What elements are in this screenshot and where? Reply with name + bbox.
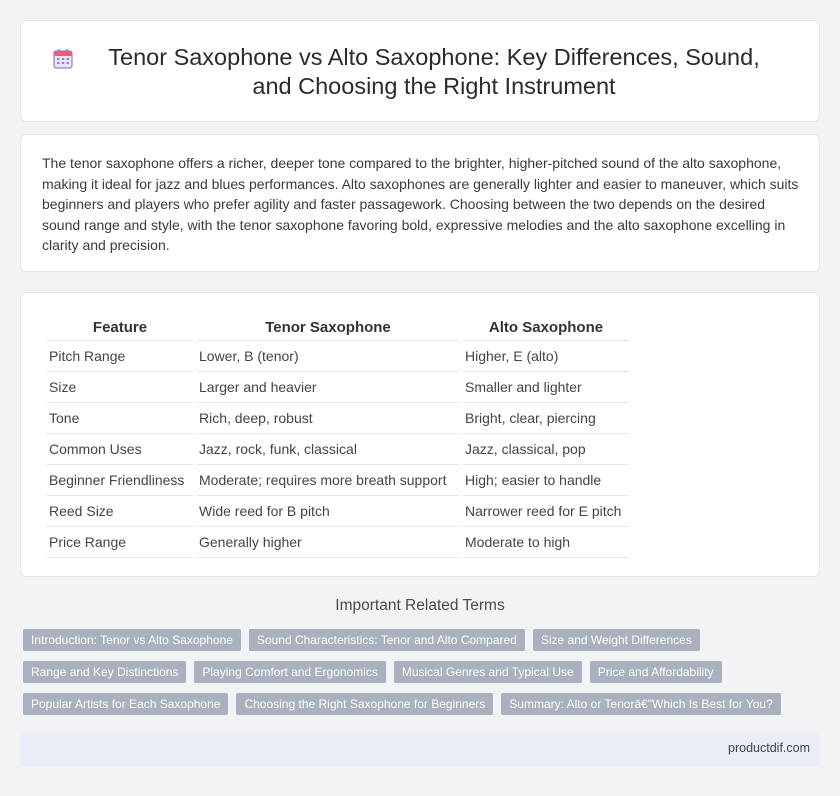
intro-card <box>20 134 820 272</box>
table-cell: Moderate; requires more breath support <box>197 465 459 496</box>
table-row <box>47 496 629 527</box>
table-cell: Beginner Friendliness <box>47 465 193 496</box>
table-cell: Generally higher <box>197 527 459 558</box>
table-cell: Wide reed for B pitch <box>197 496 459 527</box>
related-term-link[interactable]: Size and Weight Differences <box>533 629 700 651</box>
table-cell: Smaller and lighter <box>463 372 629 403</box>
table-cell: Narrower reed for E pitch <box>463 496 629 527</box>
column-header: Feature <box>47 313 193 341</box>
related-term-link[interactable]: Choosing the Right Saxophone for Beginners <box>236 693 493 715</box>
related-term-link[interactable]: Popular Artists for Each Saxophone <box>23 693 228 715</box>
table-row <box>47 465 629 496</box>
table-cell: Price Range <box>47 527 193 558</box>
table-cell: Size <box>47 372 193 403</box>
intro-text: The tenor saxophone offers a richer, deeper tone compared to the brighter, higher-pitched sound of the alto saxophone, making it ideal for jazz and blues performances. Alto saxophones are generally lighter and easier to maneuver, which suits beginners and players who prefer agility and faster passagework. Choosing between the two depends on the desired sound range and style, with the tenor saxophone favoring bold, expressive melodies and the alto saxophone excelling in clarity and precision. <box>42 155 799 253</box>
table-cell: Bright, clear, piercing <box>463 403 629 434</box>
table-cell: Reed Size <box>47 496 193 527</box>
related-term-link[interactable]: Musical Genres and Typical Use <box>394 661 582 683</box>
table-cell: Moderate to high <box>463 527 629 558</box>
footer <box>20 733 820 766</box>
comparison-table <box>43 313 633 558</box>
related-terms-list <box>23 629 813 725</box>
table-cell: Common Uses <box>47 434 193 465</box>
column-header: Alto Saxophone <box>463 313 629 341</box>
comparison-card <box>20 292 820 577</box>
table-row <box>47 434 629 465</box>
table-row <box>47 403 629 434</box>
column-header: Tenor Saxophone <box>197 313 459 341</box>
page-title: Tenor Saxophone vs Alto Saxophone: Key Differences, Sound, and Choosing the Right Instrument <box>108 44 760 99</box>
table-cell: Tone <box>47 403 193 434</box>
table-cell: High; easier to handle <box>463 465 629 496</box>
related-term-link[interactable]: Sound Characteristics: Tenor and Alto Compared <box>249 629 525 651</box>
header-card <box>20 20 820 122</box>
table-header-row <box>47 313 629 341</box>
table-cell: Higher, E (alto) <box>463 341 629 372</box>
related-term-link[interactable]: Introduction: Tenor vs Alto Saxophone <box>23 629 241 651</box>
related-term-link[interactable]: Summary: Alto or Tenorâ€"Which Is Best for You? <box>501 693 781 715</box>
related-term-link[interactable]: Price and Affordability <box>590 661 722 683</box>
table-cell: Jazz, rock, funk, classical <box>197 434 459 465</box>
table-cell: Rich, deep, robust <box>197 403 459 434</box>
related-term-link[interactable]: Range and Key Distinctions <box>23 661 186 683</box>
footer-site-link[interactable]: productdif.com <box>728 741 810 755</box>
table-row <box>47 341 629 372</box>
table-row <box>47 527 629 558</box>
related-terms-heading: Important Related Terms <box>335 597 505 614</box>
table-cell: Jazz, classical, pop <box>463 434 629 465</box>
table-row <box>47 372 629 403</box>
table-cell: Pitch Range <box>47 341 193 372</box>
table-cell: Larger and heavier <box>197 372 459 403</box>
related-term-link[interactable]: Playing Comfort and Ergonomics <box>194 661 385 683</box>
table-cell: Lower, B (tenor) <box>197 341 459 372</box>
